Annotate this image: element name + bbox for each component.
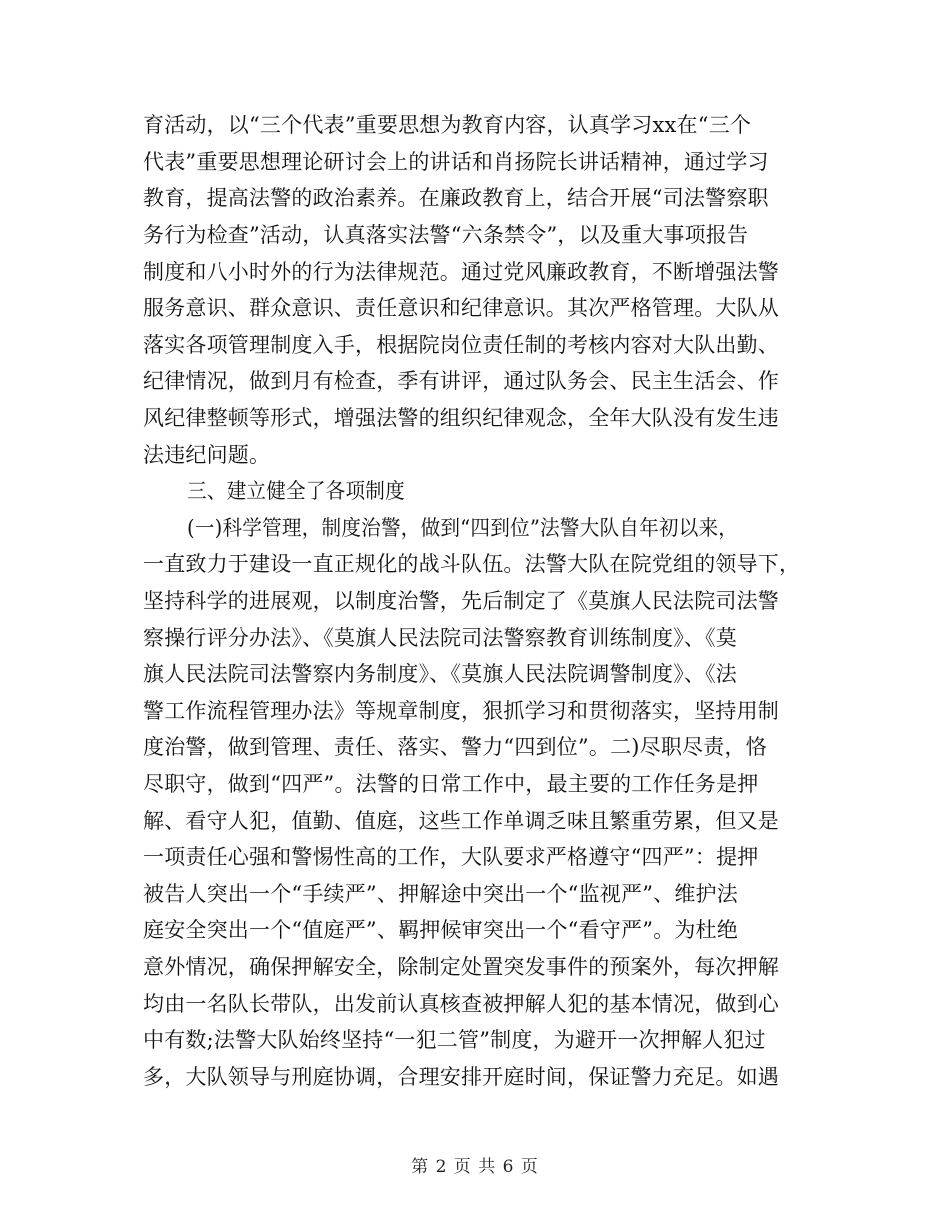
body-text-line: 一项责任心强和警惕性高的工作，大队要求严格遵守“四严”：提押 bbox=[143, 845, 759, 869]
body-text-line: 庭安全突出一个“值庭严”、羁押候审突出一个“看守严”。为杜绝 bbox=[143, 918, 738, 942]
body-text-line: 纪律情况，做到月有检查，季有讲评，通过队务会、民主生活会、作 bbox=[143, 369, 779, 393]
body-text-line: 被告人突出一个“手续严”、押解途中突出一个“监视严”、维护法 bbox=[143, 882, 738, 906]
body-text-line: 制度和八小时外的行为法律规范。通过党风廉政教育，不断增强法警 bbox=[143, 260, 779, 284]
body-text-line: 育活动，以“三个代表”重要思想为教育内容，认真学习xx在“三个 bbox=[143, 113, 752, 137]
body-text-line: 一直致力于建设一直正规化的战斗队伍。法警大队在院党组的领导下， bbox=[143, 552, 801, 576]
body-text-line: 服务意识、群众意识、责任意识和纪律意识。其次严格管理。大队从 bbox=[143, 296, 779, 320]
body-text-line: 多，大队领导与刑庭协调，合理安排开庭时间，保证警力充足。如遇 bbox=[143, 1065, 779, 1089]
body-text-line: 代表”重要思想理论研讨会上的讲话和肖扬院长讲话精神，通过学习 bbox=[143, 150, 769, 174]
body-text-line: 教育，提高法警的政治素养。在廉政教育上，结合开展“司法警察职 bbox=[143, 186, 769, 210]
body-text-line: 度治警，做到管理、责任、落实、警力“四到位”。二)尽职尽责，恪 bbox=[143, 735, 767, 759]
body-text-line: 尽职守，做到“四严”。法警的日常工作中，最主要的工作任务是押 bbox=[143, 772, 759, 796]
body-text-line: (一)科学管理，制度治警，做到“四到位”法警大队自年初以来， bbox=[187, 516, 739, 540]
body-text-line: 察操行评分办法》、《莫旗人民法院司法警察教育训练制度》、《莫 bbox=[143, 626, 737, 650]
body-text-line: 坚持科学的进展观，以制度治警，先后制定了《莫旗人民法院司法警 bbox=[143, 589, 779, 613]
page-number-footer: 第 2 页 共 6 页 bbox=[411, 1157, 539, 1177]
body-text-line: 务行为检查”活动，认真落实法警“六条禁令”，以及重大事项报告 bbox=[143, 223, 749, 247]
body-text-line: 风纪律整顿等形式，增强法警的组织纪律观念，全年大队没有发生违 bbox=[143, 406, 779, 430]
body-text-line: 警工作流程管理办法》等规章制度，狠抓学习和贯彻落实，坚持用制 bbox=[143, 699, 779, 723]
body-text-line: 法违纪问题。 bbox=[143, 443, 271, 467]
section-heading: 三、建立健全了各项制度 bbox=[187, 479, 405, 503]
body-text-line: 落实各项管理制度入手，根据院岗位责任制的考核内容对大队出勤、 bbox=[143, 333, 779, 357]
body-text-line: 旗人民法院司法警察内务制度》、《莫旗人民法院调警制度》、《法 bbox=[143, 662, 737, 686]
body-text-line: 中有数;法警大队始终坚持“一犯二管”制度，为避开一次押解人犯过 bbox=[143, 1028, 766, 1052]
body-text-line: 解、看守人犯，值勤、值庭，这些工作单调乏味且繁重劳累，但又是 bbox=[143, 809, 779, 833]
body-text-line: 意外情况，确保押解安全，除制定处置突发事件的预案外，每次押解 bbox=[143, 955, 779, 979]
body-text-line: 均由一名队长带队，出发前认真核查被押解人犯的基本情况，做到心 bbox=[143, 992, 779, 1016]
